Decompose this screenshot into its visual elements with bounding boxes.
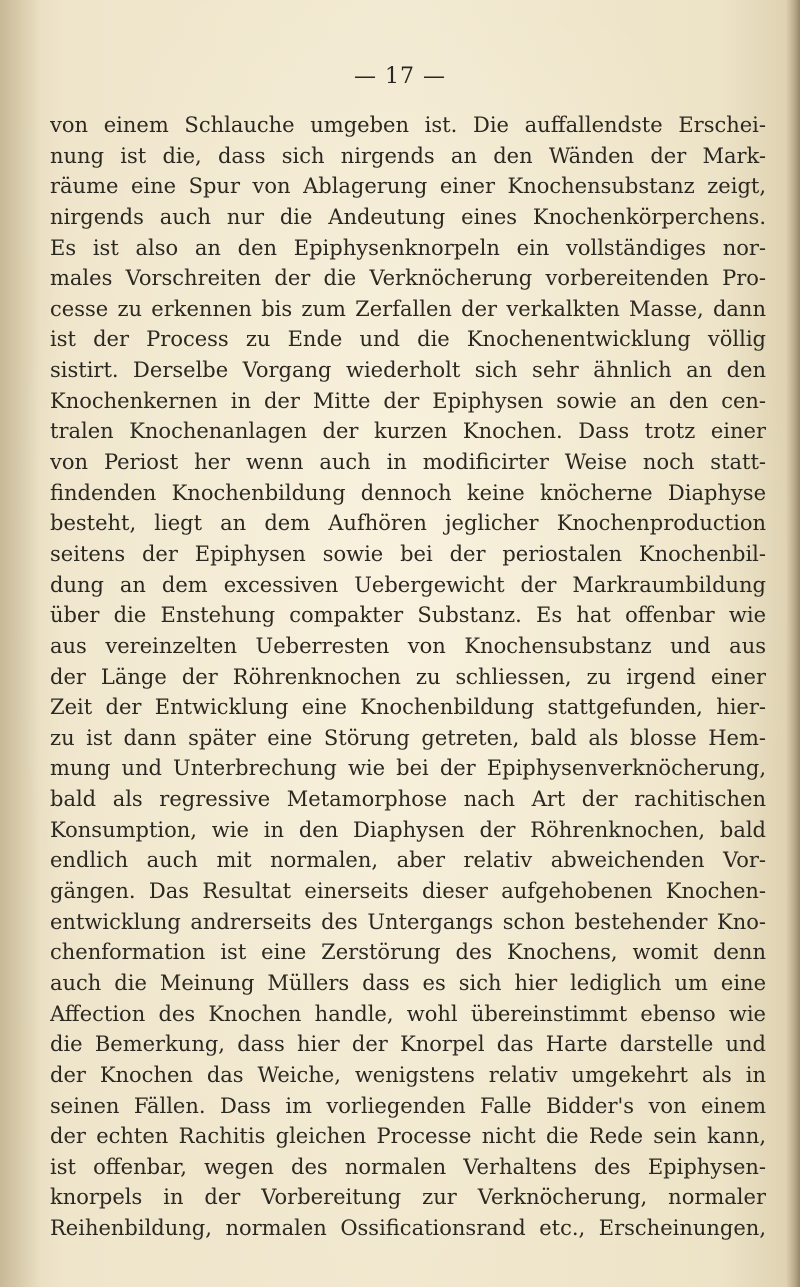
text-line: Affection des Knochen handle, wohl übereinstimmt ebenso wie bbox=[50, 1001, 766, 1026]
text-line: mung und Unterbrechung wie bei der Epiphysenverknöcherung, bbox=[50, 756, 766, 781]
text-line: tralen Knochenanlagen der kurzen Knochen. Dass trotz einer bbox=[50, 419, 766, 444]
text-line: die Bemerkung, dass hier der Knorpel das Harte darstelle und bbox=[50, 1032, 766, 1057]
text-line: der Länge der Röhrenknochen zu schliessen, zu irgend einer bbox=[50, 664, 766, 689]
text-line: von einem Schlauche umgeben ist. Die auffallendste Erschei- bbox=[50, 113, 766, 137]
text-line: entwicklung andrerseits des Untergangs schon bestehender Kno- bbox=[50, 909, 766, 934]
text-line: von Periost her wenn auch in modificirter Weise noch statt- bbox=[50, 450, 766, 475]
text-line: findenden Knochenbildung dennoch keine knöcherne Diaphyse bbox=[50, 480, 766, 505]
text-line: der Knochen das Weiche, wenigstens relativ umgekehrt als in bbox=[50, 1062, 766, 1087]
text-line: der echten Rachitis gleichen Processe nicht die Rede sein kann, bbox=[50, 1124, 766, 1149]
text-line: bald als regressive Metamorphose nach Art der rachitischen bbox=[50, 787, 766, 812]
text-line: chenformation ist eine Zerstörung des Knochens, womit denn bbox=[50, 940, 766, 965]
text-line: gängen. Das Resultat einerseits dieser aufgehobenen Knochen- bbox=[50, 879, 766, 904]
text-line: endlich auch mit normalen, aber relativ abweichenden Vor- bbox=[50, 848, 766, 873]
page-edge-shadow-left bbox=[0, 0, 40, 1287]
text-line: ist der Process zu Ende und die Knochenentwicklung völlig bbox=[50, 327, 766, 352]
body-text bbox=[50, 110, 766, 1244]
text-line: seitens der Epiphysen sowie bei der periostalen Knochenbil- bbox=[50, 541, 766, 566]
text-line: nirgends auch nur die Andeutung eines Knochenkörperchens. bbox=[50, 204, 766, 229]
text-line: Reihenbildung, normalen Ossificationsrand etc., Erscheinungen, bbox=[50, 1216, 766, 1241]
page-edge-shadow-right bbox=[786, 0, 800, 1287]
text-line: ist offenbar, wegen des normalen Verhaltens des Epiphysen- bbox=[50, 1154, 766, 1179]
text-line: über die Enstehung compakter Substanz. Es hat offenbar wie bbox=[50, 603, 766, 628]
text-line: Konsumption, wie in den Diaphysen der Röhrenknochen, bald bbox=[50, 817, 766, 842]
text-line: sistirt. Derselbe Vorgang wiederholt sich sehr ähnlich an den bbox=[50, 358, 766, 383]
text-line: besteht, liegt an dem Aufhören jeglicher Knochenproduction bbox=[50, 511, 766, 536]
text-line: aus vereinzelten Ueberresten von Knochensubstanz und aus bbox=[50, 633, 766, 658]
text-line: Zeit der Entwicklung eine Knochenbildung stattgefunden, hier- bbox=[50, 695, 766, 720]
text-line: nung ist die, dass sich nirgends an den Wänden der Mark- bbox=[50, 143, 766, 168]
text-line: dung an dem excessiven Uebergewicht der Markraumbildung bbox=[50, 572, 766, 597]
text-line: zu ist dann später eine Störung getreten, bald als blosse Hem- bbox=[50, 725, 766, 750]
text-line: Knochenkernen in der Mitte der Epiphysen sowie an den cen- bbox=[50, 388, 766, 413]
text-line: räume eine Spur von Ablagerung einer Knochensubstanz zeigt, bbox=[50, 174, 766, 199]
text-line: males Vorschreiten der die Verknöcherung vorbereitenden Pro- bbox=[50, 266, 766, 291]
text-line: Es ist also an den Epiphysenknorpeln ein vollständiges nor- bbox=[50, 235, 766, 260]
text-line: seinen Fällen. Dass im vorliegenden Falle Bidder's von einem bbox=[50, 1093, 766, 1118]
page-number: — 17 — bbox=[354, 64, 446, 89]
text-line: cesse zu erkennen bis zum Zerfallen der verkalkten Masse, dann bbox=[50, 296, 766, 321]
text-line: knorpels in der Vorbereitung zur Verknöcherung, normaler bbox=[50, 1185, 766, 1210]
text-line: auch die Meinung Müllers dass es sich hier lediglich um eine bbox=[50, 970, 766, 995]
